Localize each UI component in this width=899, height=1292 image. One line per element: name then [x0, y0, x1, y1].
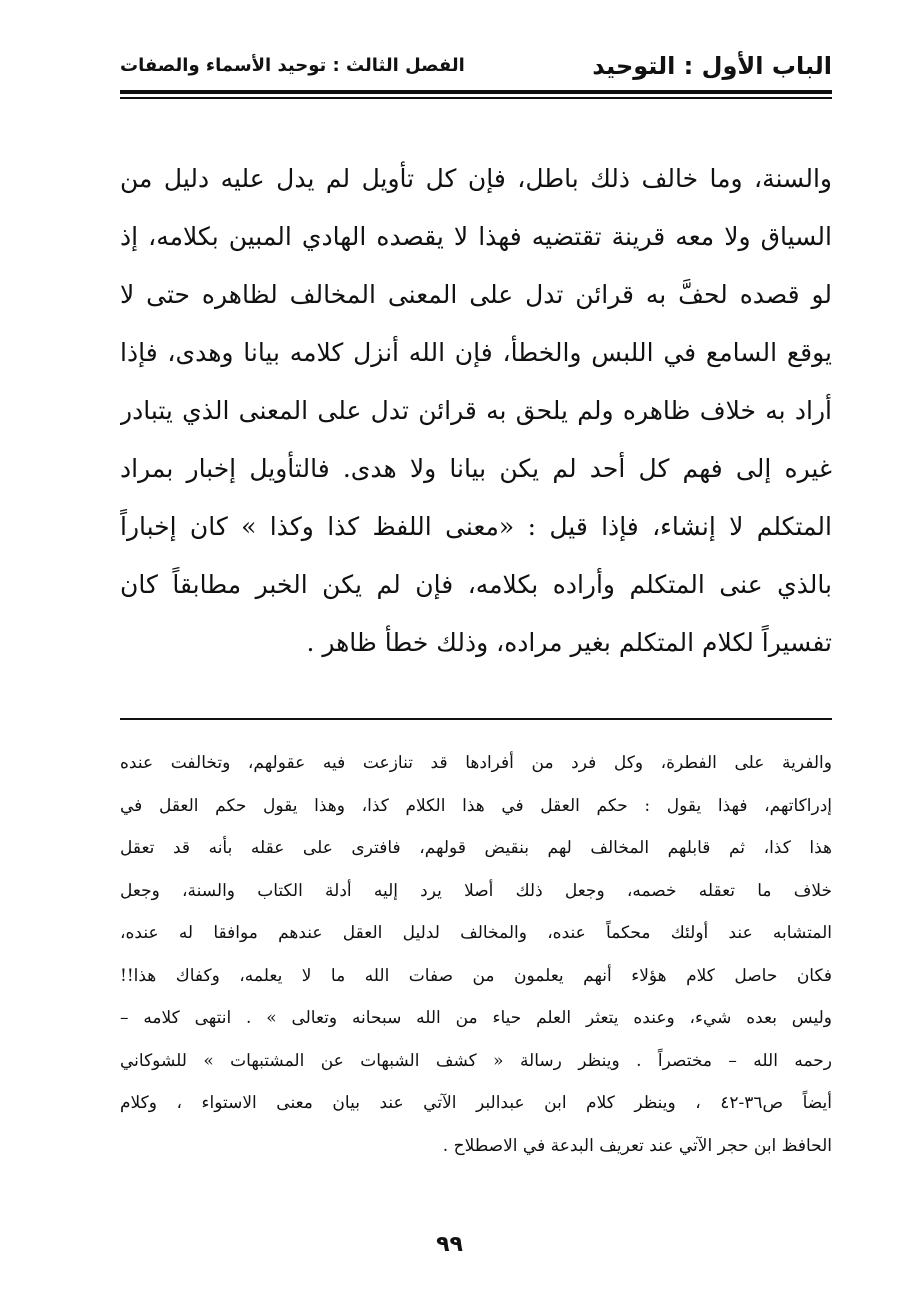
page-number: ٩٩	[436, 1232, 463, 1257]
footnote-text	[120, 742, 832, 1167]
header-rule-thick	[120, 90, 832, 94]
main-text	[120, 150, 832, 672]
section-title: الباب الأول : التوحيد	[592, 52, 832, 80]
footnote-line: فكان حاصل كلام هؤلاء أنهم يعلمون من صفات الله ما لا يعلمه، وكفاك هذا!!	[120, 965, 832, 986]
chapter-title: الفصل الثالث : توحيد الأسماء والصفات	[120, 55, 465, 76]
footnote-line: الحافظ ابن حجر الآتي عند تعريف البدعة في الاصطلاح .	[442, 1135, 832, 1156]
body-line: تفسيراً لكلام المتكلم بغير مراده، وذلك خطأ ظاهر .	[306, 628, 832, 657]
body-line: غيره إلى فهم كل أحد لم يكن بيانا ولا هدى. فالتأويل إخبار بمراد	[120, 454, 832, 483]
footnote-line: رحمه الله – مختصراً . وينظر رسالة « كشف الشبهات عن المشتبهات » للشوكاني	[120, 1050, 832, 1071]
body-line: يوقع السامع في اللبس والخطأ، فإن الله أنزل كلامه بيانا وهدى، فإذا	[120, 338, 832, 367]
footnote-line: خلاف ما تعقله خصمه، وجعل ذلك أصلا يرد إليه أدلة الكتاب والسنة، وجعل	[120, 880, 832, 901]
running-header	[120, 46, 832, 86]
footnote-line: أيضاً ص٣٦-٤٢ ، وينظر كلام ابن عبدالبر الآتي عند بيان معنى الاستواء ، وكلام	[120, 1093, 832, 1113]
body-line: أراد به خلاف ظاهره ولم يلحق به قرائن تدل على المعنى الذي يتبادر	[120, 396, 832, 425]
body-line: لو قصده لحفَّ به قرائن تدل على المعنى المخالف لظاهره حتى لا	[120, 280, 832, 309]
footnote-separator	[120, 718, 832, 720]
footnote-line: هذا كذا، ثم قابلهم المخالف لهم بنقيض قولهم، فافترى على عقله بأنه قد تعقل	[120, 838, 832, 858]
footnote-line: والفرية على الفطرة، وكل فرد من أفرادها قد تنازعت فيه عقولهم، وتخالفت عنده	[120, 753, 832, 773]
footnote-line: المتشابه عند أولئك محكماً عنده، والمخالف لدليل العقل عندهم موافقا له عنده،	[120, 923, 832, 943]
body-line: بالذي عنى المتكلم وأراده بكلامه، فإن لم يكن الخبر مطابقاً كان	[120, 570, 832, 599]
body-line: والسنة، وما خالف ذلك باطل، فإن كل تأويل لم يدل عليه دليل من	[120, 164, 832, 193]
body-line: المتكلم لا إنشاء، فإذا قيل : «معنى اللفظ كذا وكذا » كان إخباراً	[120, 512, 832, 541]
body-line: السياق ولا معه قرينة تقتضيه فهذا لا يقصده الهادي المبين بكلامه، إذ	[120, 222, 832, 251]
footnote-line: إدراكاتهم، فهذا يقول : حكم العقل في هذا الكلام كذا، وهذا يقول حكم العقل في	[120, 795, 832, 816]
header-rule-thin	[120, 97, 832, 99]
footnote-line: وليس بعده شيء، وعنده يتعثر العلم حياء من الله سبحانه وتعالى » . انتهى كلامه –	[120, 1008, 832, 1028]
